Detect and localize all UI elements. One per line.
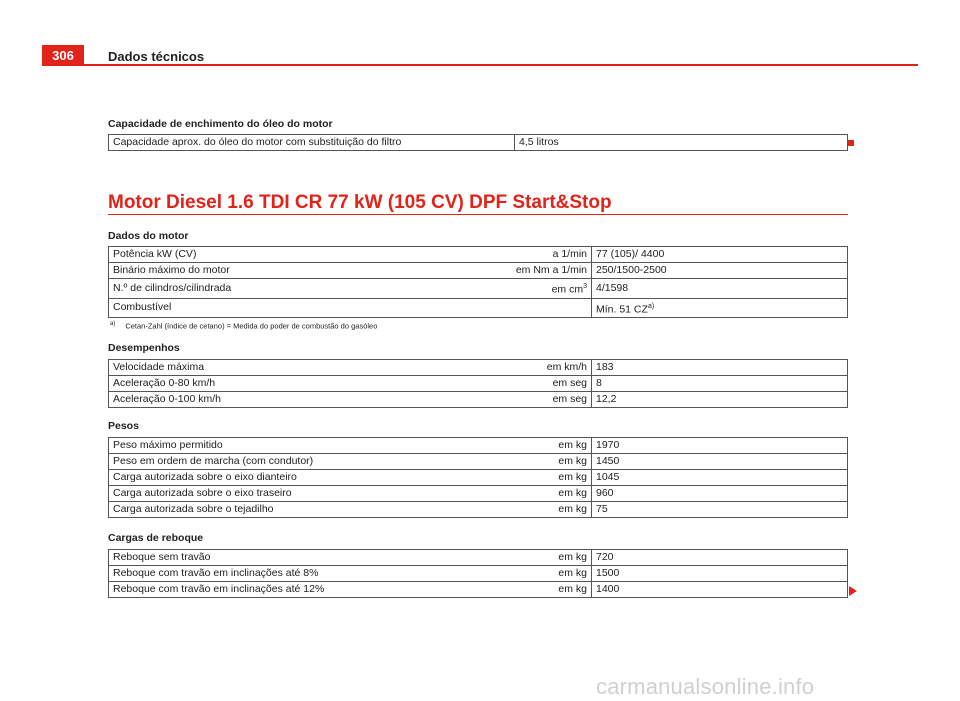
engine-row-name: Combustível: [109, 298, 484, 318]
oil-table: [108, 134, 848, 151]
footnote-text: Cetan-Zahl (índice de cetano) = Medida do poder de combustão do gasóleo: [125, 321, 378, 331]
weights-row-name: Peso em ordem de marcha (com condutor): [109, 454, 484, 470]
towing-row-unit: em kg: [483, 566, 592, 582]
engine-row-name: N.º de cilindros/cilindrada: [109, 279, 484, 299]
weights-row-value: 960: [592, 486, 848, 502]
table-row: [109, 263, 848, 279]
performance-row-name: Aceleração 0-100 km/h: [109, 392, 484, 408]
table-row: [109, 486, 848, 502]
weights-row-name: Carga autorizada sobre o tejadilho: [109, 502, 484, 518]
engine-row-unit: [483, 279, 592, 299]
main-title: Motor Diesel 1.6 TDI CR 77 kW (105 CV) DPF Start&Stop: [108, 192, 612, 213]
performance-section-label: Desempenhos: [108, 342, 180, 354]
weights-row-name: Carga autorizada sobre o eixo dianteiro: [109, 470, 484, 486]
weights-table: [108, 437, 848, 518]
performance-row-unit: em seg: [483, 376, 592, 392]
weights-row-unit: em kg: [483, 502, 592, 518]
title-rule: [108, 214, 848, 215]
engine-row-value: 77 (105)/ 4400: [592, 247, 848, 263]
weights-row-unit: em kg: [483, 454, 592, 470]
performance-row-name: Aceleração 0-80 km/h: [109, 376, 484, 392]
table-row: [109, 376, 848, 392]
header-title: Dados técnicos: [108, 49, 205, 64]
table-row: [109, 550, 848, 566]
table-row: [109, 392, 848, 408]
weights-row-name: Carga autorizada sobre o eixo traseiro: [109, 486, 484, 502]
value-text: Mín. 51 CZ: [596, 303, 648, 315]
page-number: 306: [42, 45, 84, 66]
table-row: [109, 298, 848, 318]
table-row: [109, 135, 848, 151]
watermark: carmanualsonline.info: [596, 674, 815, 699]
weights-row-name: Peso máximo permitido: [109, 438, 484, 454]
oil-section-label: Capacidade de enchimento do óleo do motor: [108, 118, 333, 130]
towing-row-value: 720: [592, 550, 848, 566]
unit-text: em cm: [551, 283, 584, 296]
engine-row-name: Potência kW (CV): [109, 247, 484, 263]
footnote-marker: a): [110, 321, 116, 327]
table-row: [109, 360, 848, 376]
table-row: [109, 247, 848, 263]
towing-section-label: Cargas de reboque: [108, 532, 204, 544]
performance-row-value: 183: [592, 360, 848, 376]
weights-row-unit: em kg: [483, 438, 592, 454]
table-row: [109, 502, 848, 518]
engine-section-label: Dados do motor: [108, 230, 189, 242]
towing-row-name: Reboque com travão em inclinações até 12%: [109, 582, 484, 598]
header-rule: [84, 64, 918, 66]
table-row: [109, 279, 848, 299]
continue-arrow-icon: [849, 586, 857, 596]
engine-row-unit: a 1/min: [483, 247, 592, 263]
performance-row-value: 12,2: [592, 392, 848, 408]
towing-row-name: Reboque sem travão: [109, 550, 484, 566]
performance-row-value: 8: [592, 376, 848, 392]
performance-table: [108, 359, 848, 408]
footnote-ref: a): [647, 302, 655, 310]
weights-row-value: 75: [592, 502, 848, 518]
towing-row-unit: em kg: [483, 550, 592, 566]
weights-row-unit: em kg: [483, 486, 592, 502]
table-row: [109, 582, 848, 598]
engine-row-name: Binário máximo do motor: [109, 263, 484, 279]
engine-row-value: 4/1598: [592, 279, 848, 299]
engine-row-unit: em Nm a 1/min: [483, 263, 592, 279]
unit-superscript: 3: [583, 283, 587, 290]
weights-row-unit: em kg: [483, 470, 592, 486]
weights-row-value: 1045: [592, 470, 848, 486]
engine-row-value: 250/1500-2500: [592, 263, 848, 279]
performance-row-unit: em seg: [483, 392, 592, 408]
engine-row-unit: [483, 298, 592, 318]
engine-row-value: [592, 298, 848, 318]
oil-row-name: Capacidade aprox. do óleo do motor com substituição do filtro: [109, 135, 515, 151]
towing-row-name: Reboque com travão em inclinações até 8%: [109, 566, 484, 582]
engine-table: [108, 246, 848, 318]
table-row: [109, 454, 848, 470]
weights-row-value: 1450: [592, 454, 848, 470]
oil-row-value: 4,5 litros: [515, 135, 848, 151]
towing-table: [108, 549, 848, 598]
section-end-square-icon: [848, 140, 854, 146]
weights-row-value: 1970: [592, 438, 848, 454]
performance-row-name: Velocidade máxima: [109, 360, 484, 376]
footnote: [110, 321, 377, 331]
table-row: [109, 470, 848, 486]
towing-row-value: 1500: [592, 566, 848, 582]
table-row: [109, 438, 848, 454]
towing-row-value: 1400: [592, 582, 848, 598]
weights-section-label: Pesos: [108, 420, 139, 432]
performance-row-unit: em km/h: [483, 360, 592, 376]
towing-row-unit: em kg: [483, 582, 592, 598]
table-row: [109, 566, 848, 582]
